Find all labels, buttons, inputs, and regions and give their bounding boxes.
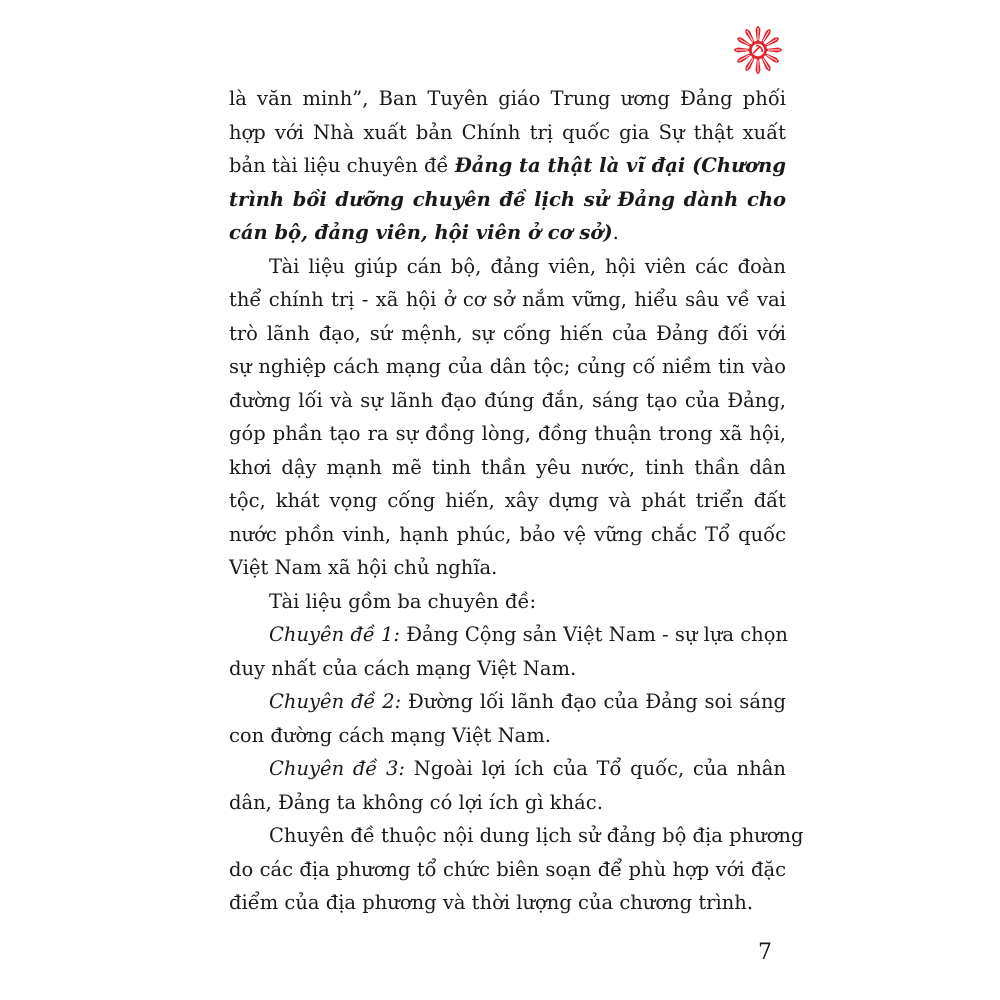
- topic-1: [229, 618, 786, 652]
- text-line: do các địa phương tổ chức biên soạn để phù hợp với đặc: [229, 857, 786, 881]
- topic-text: Đường lối lãnh đạo của Đảng soi sáng: [401, 690, 786, 713]
- text-line: là văn minh”, Ban Tuyên giáo Trung ương Đảng phối: [229, 87, 786, 110]
- text-line: góp phần tạo ra sự đồng lòng, đồng thuận trong xã hội,: [229, 422, 786, 445]
- text-line: điểm của địa phương và thời lượng của chương trình.: [229, 891, 754, 914]
- document-title: Đảng ta thật là vĩ đại (Chương: [454, 154, 786, 177]
- topic-text: Ngoài lợi ích của Tổ quốc, của nhân: [404, 757, 786, 780]
- text-line: tộc, khát vọng cống hiến, xây dựng và phát triển đất: [229, 489, 786, 512]
- topic-2: [229, 685, 786, 719]
- text-line: [229, 216, 786, 250]
- document-title-line: trình bồi dưỡng chuyên đề lịch sử Đảng dành cho: [229, 187, 786, 211]
- topic-3: [229, 752, 786, 786]
- paragraph-start: Tài liệu gồm ba chuyên đề:: [269, 589, 537, 613]
- text-line: sự nghiệp cách mạng của dân tộc; củng cố niềm tin vào: [229, 355, 786, 378]
- topic-label: Chuyên đề 3:: [269, 757, 405, 780]
- text-line: thể chính trị - xã hội ở cơ sở nắm vững, hiểu sâu về vai: [229, 288, 786, 311]
- text-line: nước phồn vinh, hạnh phúc, bảo vệ vững chắc Tổ quốc: [229, 522, 786, 546]
- text-segment: bản tài liệu chuyên đề: [229, 154, 455, 177]
- text-line: dân, Đảng ta không có lợi ích gì khác.: [229, 790, 603, 814]
- body-text: [229, 82, 804, 920]
- topic-label: Chuyên đề 1:: [269, 623, 401, 646]
- text-line: hợp với Nhà xuất bản Chính trị quốc gia Sự thật xuất: [229, 120, 786, 144]
- topic-text: Đảng Cộng sản Việt Nam - sự lựa chọn: [400, 623, 788, 646]
- party-emblem-icon: [726, 18, 790, 82]
- text-line: duy nhất của cách mạng Việt Nam.: [229, 656, 577, 680]
- text-line: [229, 149, 786, 183]
- text-segment: .: [612, 221, 619, 244]
- text-line: khơi dậy mạnh mẽ tinh thần yêu nước, tinh thần dân: [229, 455, 786, 479]
- text-line: con đường cách mạng Việt Nam.: [229, 723, 551, 747]
- text-line: đường lối và sự lãnh đạo đúng đắn, sáng tạo của Đảng,: [229, 388, 786, 412]
- topic-label: Chuyên đề 2:: [269, 690, 402, 713]
- text-line: trò lãnh đạo, sứ mệnh, sự cống hiến của Đảng đối với: [229, 321, 786, 345]
- document-title: cán bộ, đảng viên, hội viên ở cơ sở): [229, 221, 613, 244]
- paragraph-start: Chuyên đề thuộc nội dung lịch sử đảng bộ địa phương: [269, 824, 804, 847]
- text-line: Việt Nam xã hội chủ nghĩa.: [229, 556, 498, 579]
- paragraph-start: Tài liệu giúp cán bộ, đảng viên, hội viên các đoàn: [269, 254, 786, 278]
- page-number: 7: [758, 940, 772, 965]
